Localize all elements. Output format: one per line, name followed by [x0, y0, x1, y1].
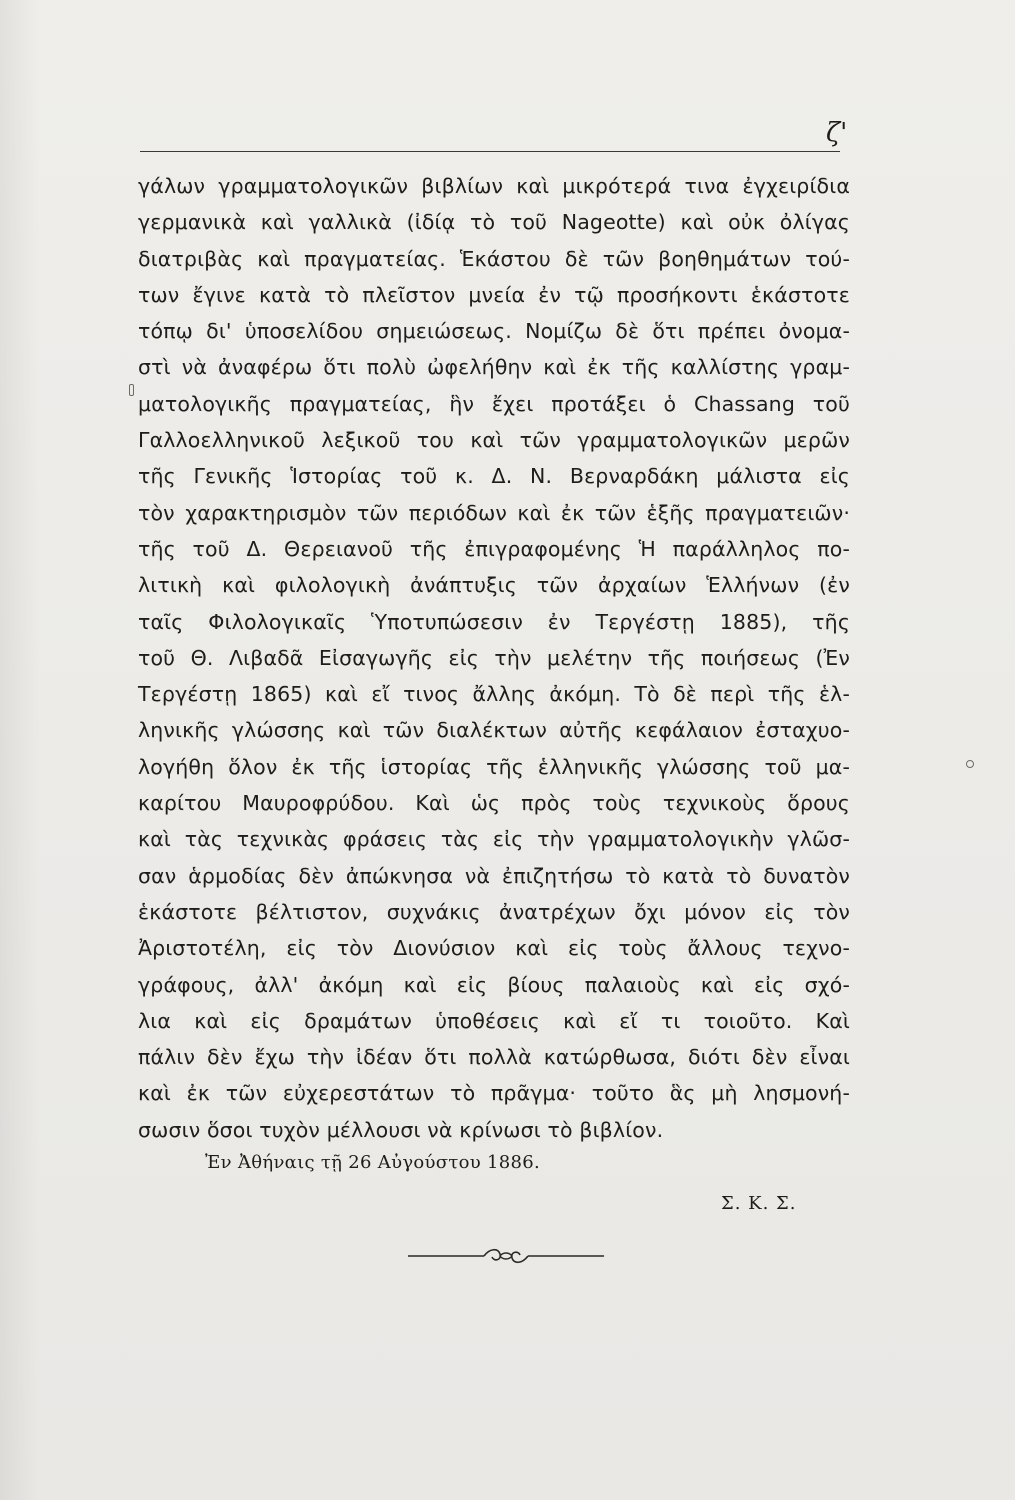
page-number: ζ' [826, 118, 848, 148]
paper-speck [129, 384, 134, 396]
text-line: των ἔγινε κατὰ τὸ πλεῖστον μνεία ἐν τῷ προσήκοντι ἑκάστοτε [138, 282, 850, 307]
text-line: ληνικῆς γλώσσης καὶ τῶν διαλέκτων αὐτῆς κεφάλαιον ἐσταχυο- [138, 718, 850, 743]
signature-initials: Σ. Κ. Σ. [721, 1193, 797, 1214]
text-line: λογήθη ὅλον ἐκ τῆς ἱστορίας τῆς ἑλληνικῆς γλώσσης τοῦ μα- [138, 754, 850, 779]
text-line: Τεργέστῃ 1865) καὶ εἴ τινος ἄλλης ἀκόμη. Τὸ δὲ περὶ τῆς ἑλ- [138, 682, 850, 707]
text-line: καρίτου Μαυροφρύδου. Καὶ ὡς πρὸς τοὺς τεχνικοὺς ὅρους [138, 791, 850, 816]
text-line: τοῦ Θ. Λιβαδᾶ Εἰσαγωγῆς εἰς τὴν μελέτην τῆς ποιήσεως (Ἐν [138, 645, 850, 670]
text-line: ματολογικῆς πραγματείας, ἣν ἔχει προτάξει ὁ Chassang τοῦ [138, 391, 850, 416]
text-line: σωσιν ὅσοι τυχὸν μέλλουσι νὰ κρίνωσι τὸ βιβλίον. [138, 1117, 664, 1142]
text-line: γάλων γραμματολογικῶν βιβλίων καὶ μικρότερά τινα ἐγχειρίδια [138, 174, 850, 198]
text-line: λια καὶ εἰς δραμάτων ὑποθέσεις καὶ εἴ τι τοιοῦτο. Καὶ [138, 1008, 850, 1033]
text-line: στὶ νὰ ἀναφέρω ὅτι πολὺ ὠφελήθην καὶ ἐκ τῆς καλλίστης γραμ- [138, 355, 850, 380]
text-line: γράφους, ἀλλ' ἀκόμη καὶ εἰς βίους παλαιοὺς καὶ εἰς σχό- [138, 972, 850, 997]
text-line: διατριβὰς καὶ πραγματείας. Ἑκάστου δὲ τῶν βοηθημάτων τού- [138, 246, 850, 271]
paper-speck [966, 760, 974, 768]
text-line: Ἀριστοτέλη, εἰς τὸν Διονύσιον καὶ εἰς τοὺς ἄλλους τεχνο- [138, 936, 850, 961]
text-line: λιτικὴ καὶ φιλολογικὴ ἀνάπτυξις τῶν ἀρχαίων Ἑλλήνων (ἐν [138, 573, 850, 598]
text-line: τόπῳ δι' ὑποσελίδου σημειώσεως. Νομίζω δὲ ὅτι πρέπει ὀνομα- [138, 319, 850, 344]
text-line: τῆς Γενικῆς Ἱστορίας τοῦ κ. Δ. Ν. Βερναρδάκη μάλιστα εἰς [138, 464, 850, 489]
body-text [138, 168, 850, 1148]
dateline: Ἐν Ἀθήναις τῇ 26 Αὐγούστου 1886. [205, 1152, 541, 1173]
tailpiece-ornament [406, 1246, 606, 1266]
text-line: πάλιν δὲν ἔχω τὴν ἰδέαν ὅτι πολλὰ κατώρθωσα, διότι δὲν εἶναι [138, 1045, 850, 1070]
text-line: ταῖς Φιλολογικαῖς Ὑποτυπώσεσιν ἐν Τεργέστῃ 1885), τῆς [138, 609, 850, 634]
text-line: καὶ ἐκ τῶν εὐχερεστάτων τὸ πρᾶγμα· τοῦτο ἃς μὴ λησμονή- [138, 1081, 850, 1106]
page-edge-shadow [0, 0, 40, 1500]
text-line: σαν ἁρμοδίας δὲν ἀπώκνησα νὰ ἐπιζητήσω τὸ κατὰ τὸ δυνατὸν [138, 863, 850, 888]
text-line: ἑκάστοτε βέλτιστον, συχνάκις ἀνατρέχων ὄχι μόνον εἰς τὸν [138, 899, 850, 924]
text-line: γερμανικὰ καὶ γαλλικὰ (ἰδίᾳ τὸ τοῦ Nageotte) καὶ οὐκ ὀλίγας [138, 210, 850, 235]
text-line: τὸν χαρακτηρισμὸν τῶν περιόδων καὶ ἐκ τῶν ἑξῆς πραγματειῶν· [138, 500, 850, 525]
text-line: Γαλλοελληνικοῦ λεξικοῦ του καὶ τῶν γραμματολογικῶν μερῶν [138, 428, 850, 453]
text-line: καὶ τὰς τεχνικὰς φράσεις τὰς εἰς τὴν γραμματολογικὴν γλῶσ- [138, 827, 850, 852]
header-rule [140, 151, 840, 152]
text-line: τῆς τοῦ Δ. Θερειανοῦ τῆς ἐπιγραφομένης Ἡ παράλληλος πο- [138, 536, 850, 561]
